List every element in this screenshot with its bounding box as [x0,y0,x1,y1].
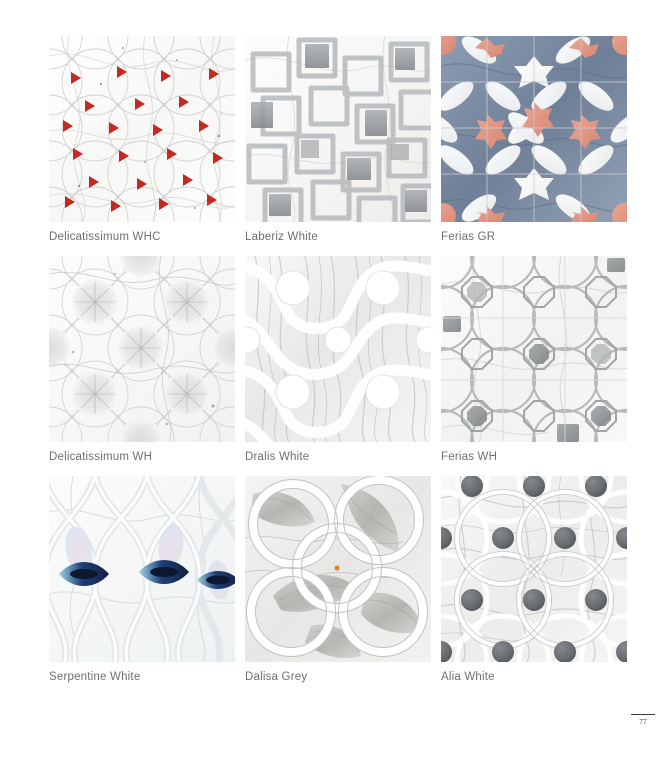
product-cell[interactable] [245,476,431,683]
page-number-rule [631,714,655,715]
product-cell[interactable] [49,476,235,683]
product-caption: Ferias WH [441,451,498,463]
swatch-image-laberiz-white[interactable] [245,36,431,222]
swatch-image-delicatissimum-wh[interactable] [49,256,235,442]
product-caption: Alia White [441,671,495,683]
page-number: 77 [639,717,647,726]
swatch-image-delicatissimum-whc[interactable] [49,36,235,222]
swatch-image-ferias-wh[interactable] [441,256,627,442]
product-caption: Dralis White [245,451,310,463]
product-cell[interactable] [245,36,431,243]
product-swatch-grid [49,36,627,683]
product-cell[interactable] [441,36,627,243]
product-caption: Delicatissimum WHC [49,231,161,243]
product-cell[interactable] [441,476,627,683]
product-cell[interactable] [245,256,431,463]
product-caption: Dalisa Grey [245,671,308,683]
product-caption: Delicatissimum WH [49,451,153,463]
product-caption: Laberiz White [245,231,318,243]
product-caption: Serpentine White [49,671,141,683]
swatch-image-dalisa-grey[interactable] [245,476,431,662]
product-cell[interactable] [49,256,235,463]
product-cell[interactable] [441,256,627,463]
swatch-image-serpentine-white[interactable] [49,476,235,662]
product-caption: Ferias GR [441,231,496,243]
swatch-image-ferias-gr[interactable] [441,36,627,222]
page-number-block [631,714,655,726]
swatch-image-dralis-white[interactable] [245,256,431,442]
swatch-image-alia-white[interactable] [441,476,627,662]
product-cell[interactable] [49,36,235,243]
